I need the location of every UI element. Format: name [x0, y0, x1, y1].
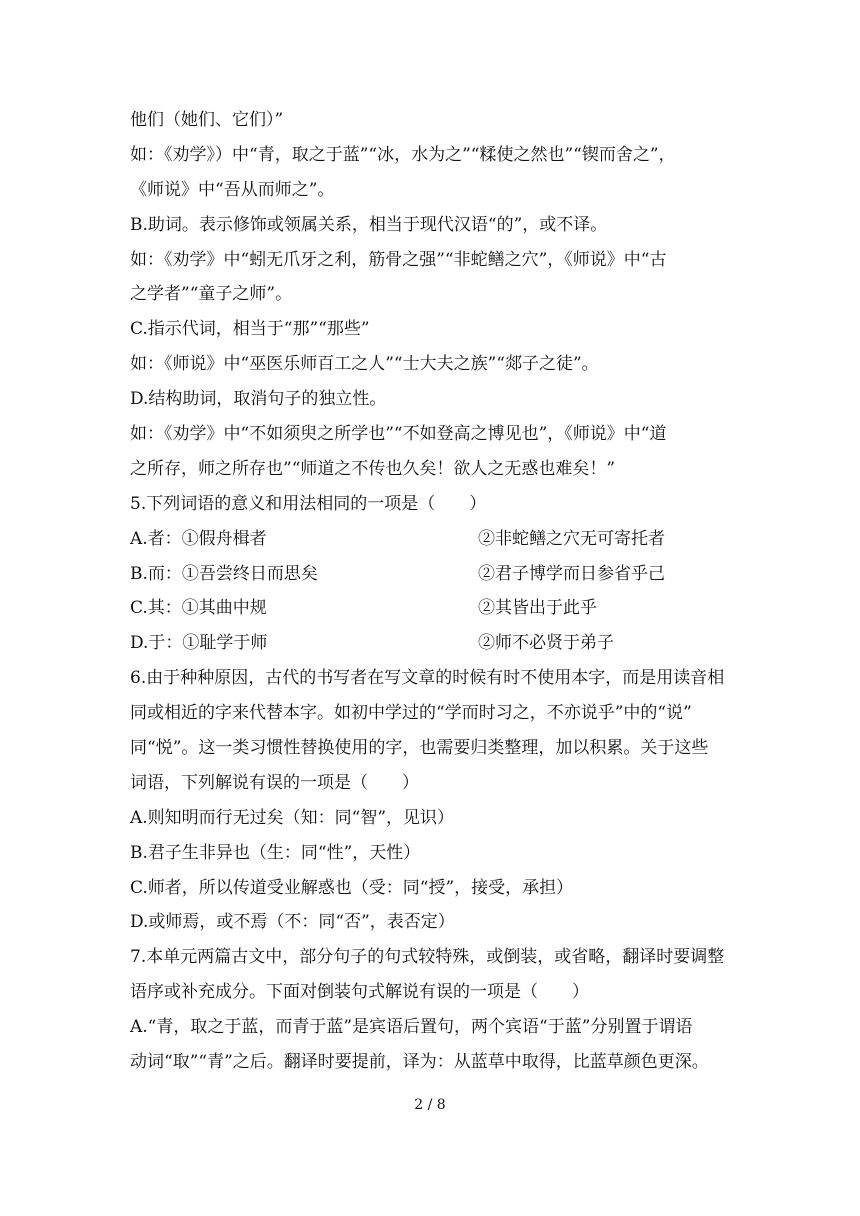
question-5-option-b [130, 557, 733, 592]
option-left: A.者：①假舟楫者 [130, 528, 267, 549]
question-6-stem-line: 词语，下列解说有误的一项是（ ） [130, 772, 419, 793]
option-right: ②非蛇鳝之穴无可寄托者 [478, 528, 665, 549]
option-left: B.而：①吾尝终日而思矣 [130, 563, 318, 584]
question-6-option-b: B.君子生非异也（生：同“性”，天性） [130, 842, 421, 863]
text-line: 他们（她们、它们）” [130, 110, 284, 130]
option-right: ②其皆出于此乎 [478, 598, 597, 619]
text-line: 如：《劝学》中“蚓无爪牙之利，筋骨之强”“非蛇鳝之穴”，《师说》中“古 [130, 249, 667, 270]
question-6-stem-line: 6.由于种种原因，古代的书写者在写文章的时候有时不使用本字，而是用读音相 [130, 668, 725, 689]
text-line: B.助词。表示修饰或领属关系，相当于现代汉语“的”，或不译。 [130, 214, 608, 235]
text-line: 如：《劝学》中“不如须臾之所学也”“不如登高之博见也”，《师说》中“道 [130, 424, 667, 445]
question-5-option-a [130, 522, 733, 557]
question-7-stem-line: 语序或补充成分。下面对倒装句式解说有误的一项是（ ） [130, 982, 589, 1003]
document-body [130, 103, 733, 1080]
text-line: 之学者”“童子之师”。 [130, 284, 293, 305]
question-7-option-a-line: 动词“取”“青”之后。翻译时要提前，译为：从蓝草中取得，比蓝草颜色更深。 [130, 1052, 709, 1073]
text-line: C.指示代词，相当于“那”“那些” [130, 319, 370, 340]
text-line: 之所存，师之所存也”“师道之不传也久矣！欲人之无惑也难矣！” [130, 458, 616, 479]
option-left: D.于：①耻学于师 [130, 633, 268, 654]
question-6-stem-line: 同或相近的字来代替本字。如初中学过的“学而时习之，不亦说乎”中的“说” [130, 703, 692, 724]
question-6-option-c: C.师者，所以传道受业解惑也（受：同“授”，接受，承担） [130, 877, 574, 898]
text-line: 如：《劝学》）中“青，取之于蓝”“冰，水为之”“糅使之然也”“锲而舍之”， [130, 144, 676, 165]
question-5-stem: 5.下列词语的意义和用法相同的一项是（ ） [130, 493, 487, 514]
option-right: ②师不必贤于弟子 [478, 633, 614, 654]
question-7-option-a-line: A.“青，取之于蓝，而青于蓝”是宾语后置句，两个宾语“于蓝”分别置于谓语 [130, 1017, 693, 1038]
question-6-option-a: A.则知明而行无过矣（知：同“智”，见识） [130, 807, 455, 828]
question-6-stem-line: 同“悦”。这一类习惯性替换使用的字，也需要归类整理，加以积累。关于这些 [130, 738, 709, 759]
text-line: 如：《师说》中“巫医乐师百工之人”“士大夫之族”“郯子之徒”。 [130, 354, 599, 375]
page-number: 2 / 8 [414, 1097, 446, 1113]
question-5-option-d [130, 626, 733, 661]
question-5-option-c [130, 591, 733, 626]
text-line: 《师说》中“吾从而师之”。 [130, 179, 335, 200]
text-line: D.结构助词，取消句子的独立性。 [130, 389, 387, 410]
option-right: ②君子博学而日参省乎己 [478, 563, 665, 584]
question-7-stem-line: 7.本单元两篇古文中，部分句子的句式较特殊，或倒装，或省略，翻译时要调整 [130, 947, 725, 968]
question-6-option-d: D.或师焉，或不焉（不：同“否”，表否定） [130, 912, 455, 933]
option-left: C.其：①其曲中规 [130, 598, 267, 619]
